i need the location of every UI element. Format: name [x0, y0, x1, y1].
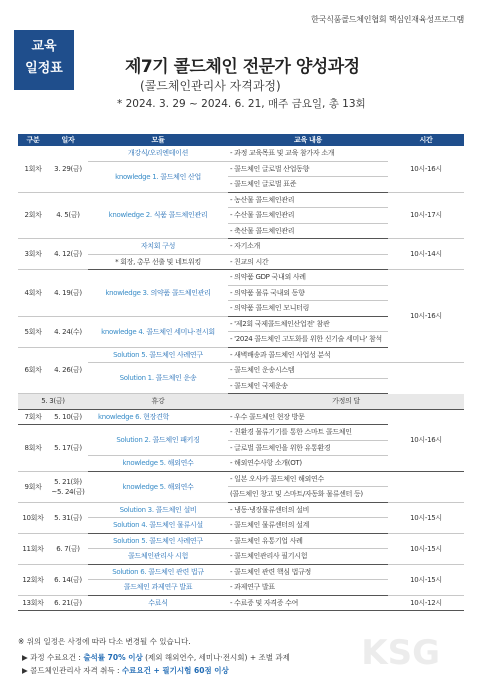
module-cell — [88, 533, 228, 549]
organization-program-name: 한국식품콜드체인협회 핵심인재육성프로그램 — [311, 15, 464, 24]
module-name: 해외연수 — [165, 459, 194, 468]
module-number: Solution 2. — [116, 436, 151, 444]
module-number: Solution 5. — [113, 536, 148, 545]
time-cell — [388, 471, 464, 502]
certification-highlight: 수료요건 + 필기시험 60점 이상 — [121, 666, 229, 675]
session-cell: 2회차 — [18, 192, 48, 239]
module-cell — [88, 456, 228, 472]
date-cell — [48, 471, 88, 502]
table-row — [18, 239, 464, 255]
header-date: 일자 — [48, 134, 88, 146]
date-cell: 5. 31(금) — [48, 502, 88, 533]
completion-label: ▶ 과정 수료요건 : — [22, 653, 84, 662]
time-cell: 10시-16시 — [388, 270, 464, 363]
content-cell: - 글로벌 콜드체인을 위한 유통환경 — [228, 440, 388, 456]
table-row — [18, 146, 464, 161]
time-cell: 10시-15시 — [388, 533, 464, 564]
header-time: 시간 — [388, 134, 464, 146]
session-cell: 11회차 — [18, 533, 48, 564]
session-cell: 7회차 — [18, 409, 48, 425]
module-number: knowledge 5. — [122, 482, 166, 491]
content-cell: - 콜드체인 글로벌 산업동향 — [228, 161, 388, 177]
content-cell: - 콜드체인 유통기업 사례 — [228, 533, 388, 549]
header-content: 교육 내용 — [228, 134, 388, 146]
content-cell: - '제2회 국제콜드체인산업전' 참관 — [228, 316, 388, 332]
holiday-row — [18, 394, 464, 410]
header-module: 모듈 — [88, 134, 228, 146]
content-cell: - 수료증 및 자격증 수여 — [228, 595, 388, 611]
time-cell: 10시-16시 — [388, 146, 464, 192]
module-cell — [88, 316, 228, 347]
session-cell: 10회차 — [18, 502, 48, 533]
date-cell: 6. 7(금) — [48, 533, 88, 564]
session-cell: 9회차 — [18, 471, 48, 502]
badge-line-2: 일정표 — [25, 61, 63, 76]
module-cell — [88, 409, 228, 425]
module-name: 의약품 콜드체인관리 — [148, 288, 211, 297]
module-cell — [88, 425, 228, 456]
module-cell: 휴강 — [88, 394, 228, 410]
date-end: ~5. 24(금) — [51, 487, 85, 496]
module-number: Solution 1. — [119, 374, 154, 382]
time-cell: 10시-15시 — [388, 502, 464, 533]
module-name: 콜드체인 산업 — [158, 172, 201, 181]
table-row — [18, 564, 464, 580]
date-cell: 4. 26(금) — [48, 347, 88, 394]
content-cell: - 새벽배송과 콜드체인 사업성 분석 — [228, 347, 388, 363]
watermark-logo: KSG — [361, 633, 440, 673]
date-cell: 5. 17(금) — [48, 425, 88, 472]
content-cell: - 의약품 물류 국내외 동향 — [228, 285, 388, 301]
time-cell: 10시-17시 — [388, 192, 464, 239]
module-name: 식품 콜드체인관리 — [151, 211, 208, 220]
module-number: knowledge 3. — [105, 288, 149, 297]
module-cell — [88, 161, 228, 192]
content-cell: - 축산물 콜드체인관리 — [228, 223, 388, 239]
time-cell: 10시-16시 — [388, 409, 464, 471]
completion-requirement — [22, 652, 290, 663]
content-cell: - 콜드체인관리사 필기시험 — [228, 549, 388, 565]
certification-requirement — [22, 665, 229, 676]
module-name: 콜드체인 설비 — [153, 505, 197, 514]
content-cell: - 콜드체인 관련 핵심 법규정 — [228, 564, 388, 580]
content-cell: - 우수 콜드체인 현장 방문 — [228, 409, 388, 425]
content-cell: 가정의 달 — [228, 394, 464, 410]
module-name: 해외연수 — [165, 482, 194, 491]
module-name: 콜드체인 사례연구 — [147, 350, 203, 359]
content-cell: (콜드체인 창고 및 스마트/자동화 물류센터 등) — [228, 487, 388, 503]
content-cell: - 냉동·냉장물류센터의 설비 — [228, 502, 388, 518]
content-cell: - 일본 오사카 콜드체인 해외연수 — [228, 471, 388, 487]
content-cell: - 과제연구 발표 — [228, 580, 388, 596]
date-cell: 3. 29(금) — [48, 146, 88, 192]
module-cell: 콜드체인관리사 시험 — [88, 549, 228, 565]
content-cell: - 콜드체인 국제운송 — [228, 378, 388, 394]
session-cell: 13회차 — [18, 595, 48, 611]
table-row — [18, 533, 464, 549]
time-cell: 10시-12시 — [388, 595, 464, 611]
completion-highlight: 출석률 70% 이상 — [83, 653, 143, 662]
module-note: * 회장, 총무 선출 및 네트워킹 — [88, 254, 228, 270]
schedule-table — [18, 134, 464, 611]
content-cell: - 콜드체인 물류센터의 설계 — [228, 518, 388, 534]
session-cell: 4회차 — [18, 270, 48, 317]
page-subtitle: (콜드체인관리사 자격과정) — [140, 79, 281, 93]
date-cell: 5. 10(금) — [48, 409, 88, 425]
time-cell: 10시-14시 — [388, 239, 464, 270]
module-name: 콜드체인 운송 — [153, 374, 197, 382]
table-row — [18, 502, 464, 518]
module-number: Solution 3. — [119, 505, 154, 514]
module-cell — [88, 363, 228, 394]
header-session: 구분 — [18, 134, 48, 146]
module-number: Solution 5. — [113, 350, 148, 359]
module-cell — [88, 518, 228, 534]
session-cell: 12회차 — [18, 564, 48, 595]
table-header-row — [18, 134, 464, 146]
module-number: knowledge 2. — [108, 211, 152, 220]
content-cell: - 자기소개 — [228, 239, 388, 255]
module-name: 콜드체인 사례연구 — [147, 536, 203, 545]
table-row — [18, 409, 464, 425]
content-cell: - 콜드체인 운송시스템 — [228, 363, 388, 379]
date-cell: 4. 12(금) — [48, 239, 88, 270]
content-cell: - 수산물 콜드체인관리 — [228, 208, 388, 224]
date-cell: 4. 5(금) — [48, 192, 88, 239]
page-title: 제7기 콜드체인 전문가 양성과정 — [125, 57, 360, 77]
module-number: Solution 6. — [112, 567, 147, 576]
date-cell: 6. 21(금) — [48, 595, 88, 611]
module-name: 콜드체인 물류시설 — [147, 521, 203, 530]
schedule-change-note: ※ 위의 일정은 사정에 따라 다소 변경될 수 있습니다. — [18, 637, 191, 646]
module-name: 콜드체인 세미나·전시회 — [144, 327, 215, 336]
session-cell: 8회차 — [18, 425, 48, 472]
session-cell: 3회차 — [18, 239, 48, 270]
schedule-badge — [14, 30, 74, 90]
course-period: * 2024. 3. 29 ~ 2024. 6. 21, 매주 금요일, 총 13회 — [117, 98, 366, 110]
content-cell: - 해외연수사항 소개(OT) — [228, 456, 388, 472]
module-cell — [88, 270, 228, 317]
content-cell: - 의약품 GDP 국내외 사례 — [228, 270, 388, 286]
date-cell: 5. 3(금) — [18, 394, 88, 410]
table-row — [18, 595, 464, 611]
module-cell — [88, 347, 228, 363]
date-start: 5. 21(화) — [54, 477, 82, 486]
module-cell — [88, 471, 228, 502]
certification-label: ▶ 콜드체인관리사 자격 취득 : — [22, 666, 122, 675]
content-cell: - '2024 콜드체인 고도화를 위한 신기술 세미나' 참석 — [228, 332, 388, 348]
module-name: 콜드체인 관련 법규 — [146, 567, 204, 576]
time-cell: 10시-15시 — [388, 564, 464, 595]
date-cell: 4. 19(금) — [48, 270, 88, 317]
module-number: knowledge 4. — [101, 327, 145, 336]
content-cell: - 친교의 시간 — [228, 254, 388, 270]
content-cell: - 과정 교육목표 및 교육 참가자 소개 — [228, 146, 388, 161]
badge-line-1: 교육 — [31, 39, 57, 54]
module-number: knowledge 6. — [98, 412, 142, 421]
module-cell: 수료식 — [88, 595, 228, 611]
content-cell: - 농산물 콜드체인관리 — [228, 192, 388, 208]
module-cell — [88, 564, 228, 580]
table-row — [18, 270, 464, 286]
completion-detail: (제외 해외연수, 세미나·전시회) + 조별 과제 — [142, 653, 290, 662]
module-number: knowledge 5. — [122, 459, 166, 468]
content-cell: - 의약품 콜드체인 모니터링 — [228, 301, 388, 317]
date-cell: 6. 14(금) — [48, 564, 88, 595]
session-cell: 6회차 — [18, 347, 48, 394]
module-cell: 개강식/오리엔테이션 — [88, 146, 228, 161]
module-cell: 자치회 구성 — [88, 239, 228, 255]
module-number: Solution 4. — [113, 521, 148, 530]
session-cell: 5회차 — [18, 316, 48, 347]
table-row — [18, 192, 464, 208]
content-cell: - 친환경 물류기기를 통한 스마트 콜드체인 — [228, 425, 388, 441]
table-row — [18, 471, 464, 487]
module-cell — [88, 502, 228, 518]
module-cell — [88, 192, 228, 239]
date-cell: 4. 24(수) — [48, 316, 88, 347]
module-cell: 콜드체인 과제연구 발표 — [88, 580, 228, 596]
module-name: 현장견학 — [141, 412, 170, 421]
module-name: 콜드체인 패키징 — [150, 436, 200, 444]
content-cell: - 콜드체인 글로벌 표준 — [228, 177, 388, 193]
session-cell: 1회차 — [18, 146, 48, 192]
module-number: knowledge 1. — [115, 172, 159, 181]
